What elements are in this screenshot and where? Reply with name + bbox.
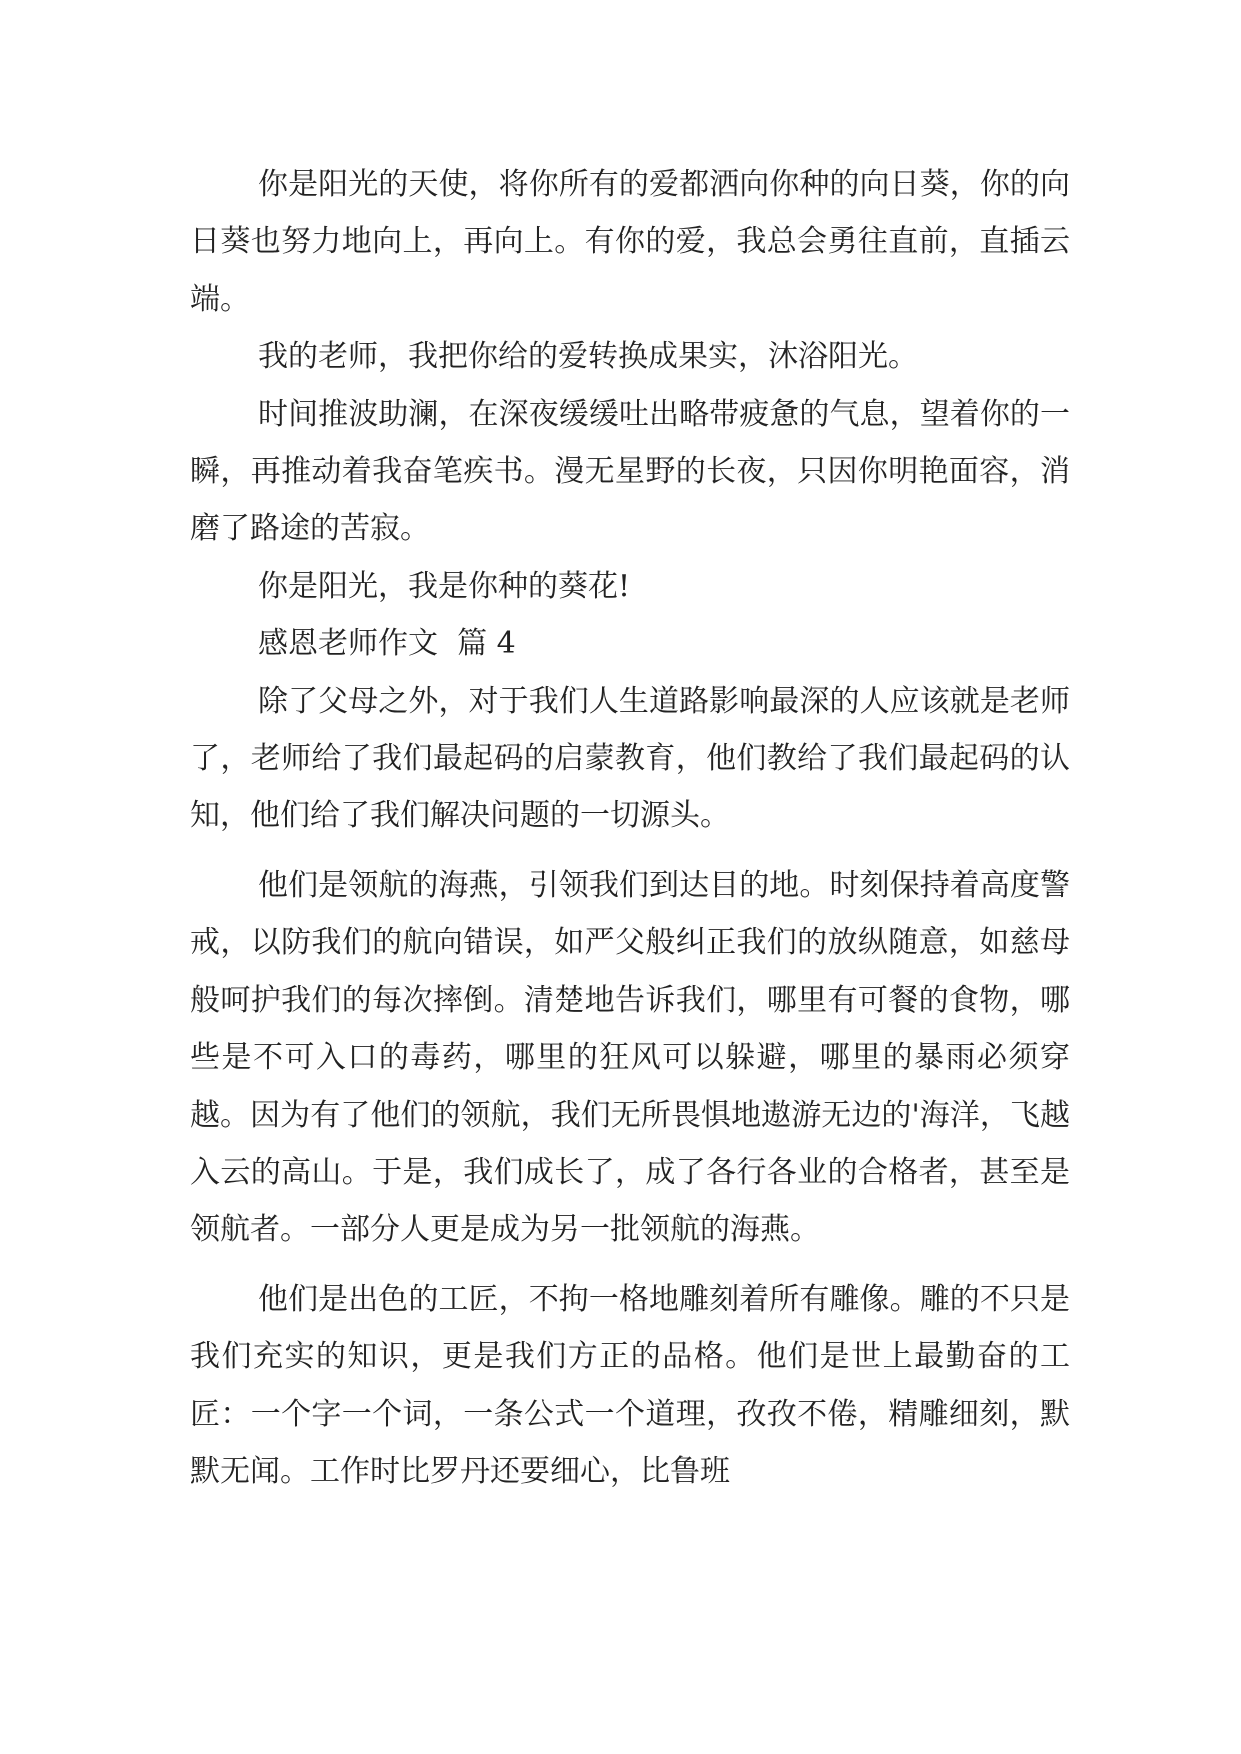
- paragraph-3: 时间推波助澜，在深夜缓缓吐出略带疲惫的气息，望着你的一瞬，再推动着我奋笔疾书。漫无星野的长夜，只因你明艳面容，消磨了路途的苦寂。: [190, 396, 1070, 547]
- paragraph-5: 除了父母之外，对于我们人生道路影响最深的人应该就是老师了，老师给了我们最起码的启蒙教育，他们教给了我们最起码的认知，他们给了我们解决问题的一切源头。: [190, 683, 1070, 834]
- paragraph-gap: [190, 1259, 1070, 1271]
- paragraph-6: 他们是领航的海燕，引领我们到达目的地。时刻保持着高度警戒，以防我们的航向错误，如严父般纠正我们的放纵随意，如慈母般呵护我们的每次摔倒。清楚地告诉我们，哪里有可餐的食物，哪些是不可入口的毒药，哪里的狂风可以躲避，哪里的暴雨必须穿越。因为有了他们的领航，我们无所畏惧地遨游无边的'海洋，飞越入云的高山。于是，我们成长了，成了各行各业的合格者，甚至是领航者。一部分人更是成为另一批领航的海燕。: [190, 867, 1070, 1248]
- section-heading: 感恩老师作文 篇 4: [258, 626, 516, 662]
- paragraph-2: 我的老师，我把你给的爱转换成果实，沐浴阳光。: [258, 339, 918, 375]
- paragraph-1: 你是阳光的天使，将你所有的爱都洒向你种的向日葵，你的向日葵也努力地向上，再向上。有你的爱，我总会勇往直前，直插云端。: [190, 167, 1070, 317]
- paragraph-4: 你是阳光，我是你种的葵花!: [258, 568, 631, 604]
- paragraph-gap: [190, 845, 1070, 857]
- paragraph-7: 他们是出色的工匠，不拘一格地雕刻着所有雕像。雕的不只是我们充实的知识，更是我们方正的品格。他们是世上最勤奋的工匠：一个字一个词，一条公式一个道理，孜孜不倦，精雕细刻，默默无闻。工作时比罗丹还要细心，比鲁班: [190, 1281, 1070, 1489]
- document-body: [190, 156, 1070, 1500]
